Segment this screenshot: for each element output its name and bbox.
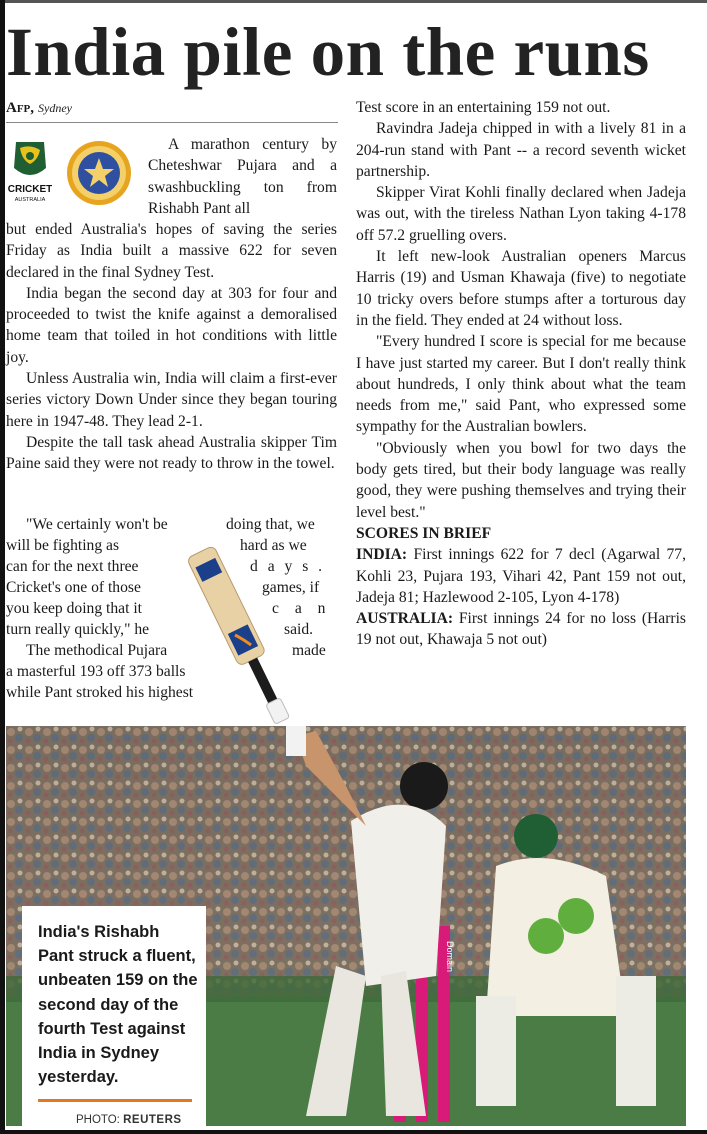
quote-line-right: hard as we (240, 537, 307, 554)
bcci-logo (64, 138, 134, 208)
quote-line-right: made (292, 642, 326, 659)
stump-text: Domain (445, 941, 455, 973)
dateline-place: Sydney (38, 101, 73, 115)
cricket-australia-logo (8, 138, 52, 204)
col1-paragraph-2: India began the second day at 303 for four and proceeded to twist the knife against a demoralised home team that toiled in hot conditions with little joy. (6, 284, 337, 366)
quote-line-left: will be fighting as (6, 537, 120, 554)
australia-score-label: AUSTRALIA: (356, 610, 454, 628)
quote-line-right: said. (284, 621, 314, 638)
page-top-rule (0, 0, 707, 3)
australia-score (356, 608, 686, 651)
col1-paragraph-4: Despite the tall task ahead Australia skipper Tim Paine said they were not ready to throw in the towel. (6, 433, 337, 473)
dateline-agency: Afp, (6, 100, 35, 116)
photo-caption-box (22, 906, 206, 1126)
australia-score-text: First innings 24 for no loss (Harris 19 not out, Khawaja 5 not out) (356, 610, 686, 649)
col1-paragraph-3: Unless Australia win, India will claim a first-ever series victory Down Under since they began touring here in 1947-48. They lead 2-1. (6, 370, 337, 430)
quote-line-left: you keep doing that it (6, 600, 142, 617)
photo-credit-source: REUTERS (123, 1114, 182, 1126)
logos (6, 136, 136, 208)
india-score (356, 544, 686, 608)
india-score-label: INDIA: (356, 546, 408, 564)
dateline-rule (6, 122, 338, 123)
quote-line-right: doing that, we (226, 516, 315, 533)
intro-text: A marathon century by Cheteshwar Pujara and a swashbuckling ton from Rishabh Pant all (148, 136, 337, 217)
photo-credit-label: PHOTO: (76, 1114, 120, 1126)
col2-paragraph-4: "Every hundred I score is special for me because I have just started my career. But I don't really think about hundreds, I only think about what the team needs from me," said Pant, who expressed some sympathy for the Australian bowlers. (356, 333, 686, 436)
col2-paragraph-5: "Obviously when you bowl for two days the body gets tired, but their body language was really good, they were pushing themselves and trying their level best." (356, 439, 686, 521)
quote-line-right: c a n (272, 600, 332, 617)
page-left-rule (0, 0, 5, 1134)
caption-accent-rule (38, 1099, 192, 1102)
cricket-bat-graphic (188, 540, 298, 740)
quote-line-left: Cricket's one of those (6, 579, 141, 596)
photo-credit (76, 1114, 182, 1126)
tail-line: while Pant stroked his highest (6, 684, 194, 701)
col2-paragraph-2: Skipper Virat Kohli finally declared when Jadeja was out, with the tireless Nathan Lyon taking 4-178 off 57.2 gruelling overs. (356, 184, 686, 244)
ca-logo-subtext: AUSTRALIA (14, 197, 46, 203)
photo-caption: India's Rishabh Pant struck a fluent, unbeaten 159 on the second day of the fourth Test against India in Sydney yesterday. (38, 923, 198, 1087)
quote-line-left: can for the next three (6, 558, 139, 575)
ca-logo-text: CRICKET (8, 184, 52, 195)
quote-line-right: d a y s . (250, 558, 326, 575)
col2-paragraph-3: It left new-look Australian openers Marcus Harris (19) and Usman Khawaja (five) to negotiate 10 tricky overs before stumps after a torturous day in the field. They ended at 24 without loss. (356, 248, 686, 329)
quote-line-right: games, if (262, 579, 320, 596)
col2-paragraph-1: Ravindra Jadeja chipped in with a lively 81 in a 204-run stand with Pant -- a record seventh wicket partnership. (356, 120, 686, 180)
tail-line: a masterful 193 off 373 balls (6, 663, 186, 680)
col1-paragraph-1: but ended Australia's hopes of saving the series Friday as India built a massive 622 for seven declared in the final Sydney Test. (6, 221, 337, 281)
col2-paragraph-0: Test score in an entertaining 159 not out. (356, 99, 611, 116)
column-2 (356, 97, 686, 651)
page-bottom-rule (0, 1130, 707, 1134)
quote-line-left: turn really quickly," he (6, 621, 150, 638)
quote-line-left: The methodical Pujara (26, 642, 168, 659)
dateline (6, 100, 72, 117)
quote-line-left: "We certainly won't be (26, 516, 168, 533)
scores-in-brief-heading: SCORES IN BRIEF (356, 524, 492, 542)
match-photo (6, 726, 686, 1126)
india-score-text: First innings 622 for 7 decl (Agarwal 77, Kohli 23, Pujara 193, Vihari 42, Pant 159 not out, Jadeja 81; Hazlewood 2-105, Lyon 4-178) (356, 546, 686, 606)
column-1 (6, 219, 337, 475)
article-intro (148, 134, 337, 219)
headline: India pile on the runs (6, 14, 650, 90)
